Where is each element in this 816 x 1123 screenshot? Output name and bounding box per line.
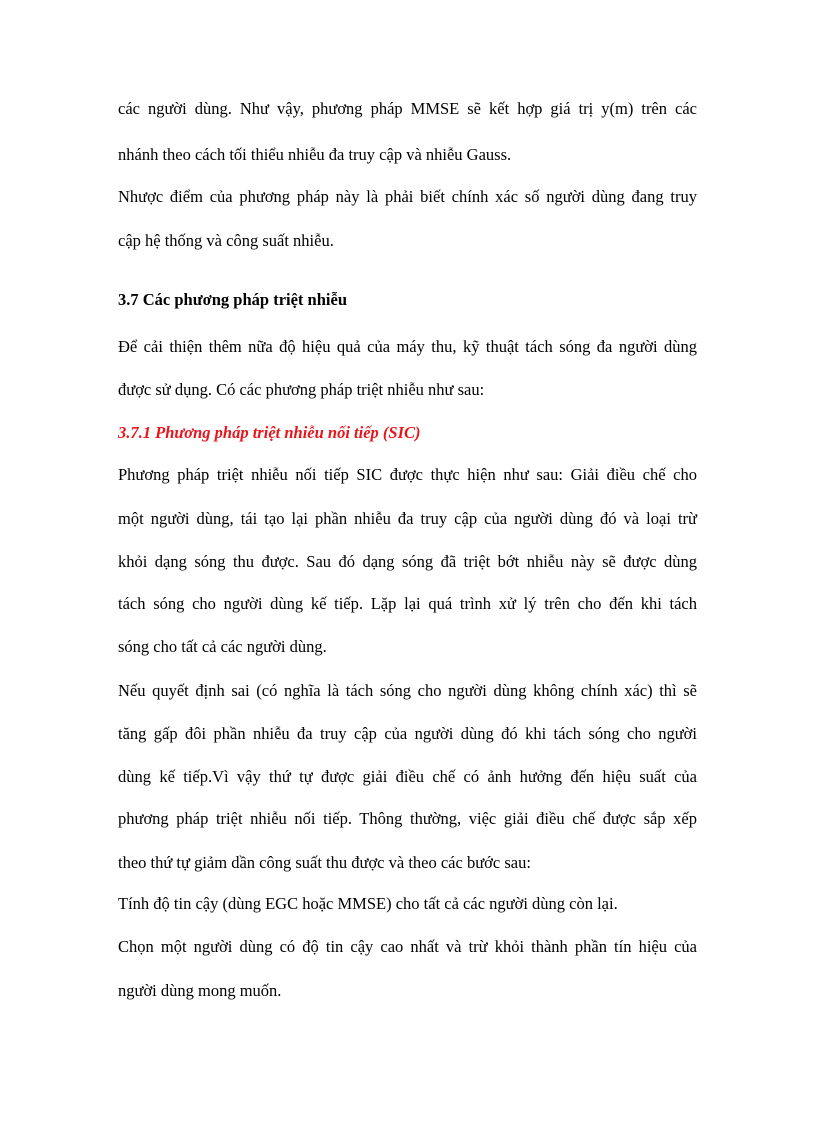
paragraph-line: dùng kế tiếp.Vì vậy thứ tự được giải điều chế có ảnh hưởng đến hiệu suất của <box>118 767 697 786</box>
paragraph-line: tăng gấp đôi phần nhiễu đa truy cập của người dùng đó khi tách sóng cho người <box>118 724 697 743</box>
paragraph-line: tách sóng cho người dùng kế tiếp. Lặp lại quá trình xử lý trên cho đến khi tách <box>118 594 697 613</box>
paragraph-line: người dùng mong muốn. <box>118 981 282 1000</box>
paragraph-line: Nhược điểm của phương pháp này là phải biết chính xác số người dùng đang truy <box>118 187 697 206</box>
paragraph-line: Để cải thiện thêm nữa độ hiệu quả của máy thu, kỹ thuật tách sóng đa người dùng <box>118 337 697 356</box>
paragraph-line: Phương pháp triệt nhiễu nối tiếp SIC được thực hiện như sau: Giải điều chế cho <box>118 465 697 484</box>
paragraph-line: sóng cho tất cả các người dùng. <box>118 637 327 656</box>
section-heading: 3.7 Các phương pháp triệt nhiễu <box>118 290 347 309</box>
paragraph-line: nhánh theo cách tối thiểu nhiễu đa truy cập và nhiễu Gauss. <box>118 145 512 164</box>
paragraph-line: được sử dụng. Có các phương pháp triệt nhiễu như sau: <box>118 380 485 399</box>
paragraph-line: khỏi dạng sóng thu được. Sau đó dạng sóng đã triệt bớt nhiễu này sẽ được dùng <box>118 552 697 571</box>
paragraph-line: các người dùng. Như vậy, phương pháp MMSE sẽ kết hợp giá trị y(m) trên các <box>118 99 697 118</box>
paragraph-line: theo thứ tự giảm dần công suất thu được và theo các bước sau: <box>118 853 531 872</box>
paragraph-line: Tính độ tin cậy (dùng EGC hoặc MMSE) cho tất cả các người dùng còn lại. <box>118 894 618 913</box>
subsection-heading: 3.7.1 Phương pháp triệt nhiễu nối tiếp (SIC) <box>118 423 421 442</box>
paragraph-line: Nếu quyết định sai (có nghĩa là tách sóng cho người dùng không chính xác) thì sẽ <box>118 681 697 700</box>
paragraph-line: một người dùng, tái tạo lại phần nhiễu đa truy cập của người dùng đó và loại trừ <box>118 509 697 528</box>
paragraph-line: phương pháp triệt nhiễu nối tiếp. Thông thường, việc giải điều chế được sắp xếp <box>118 809 697 828</box>
paragraph-line: cập hệ thống và công suất nhiễu. <box>118 231 334 250</box>
paragraph-line: Chọn một người dùng có độ tin cậy cao nhất và trừ khỏi thành phần tín hiệu của <box>118 937 697 956</box>
